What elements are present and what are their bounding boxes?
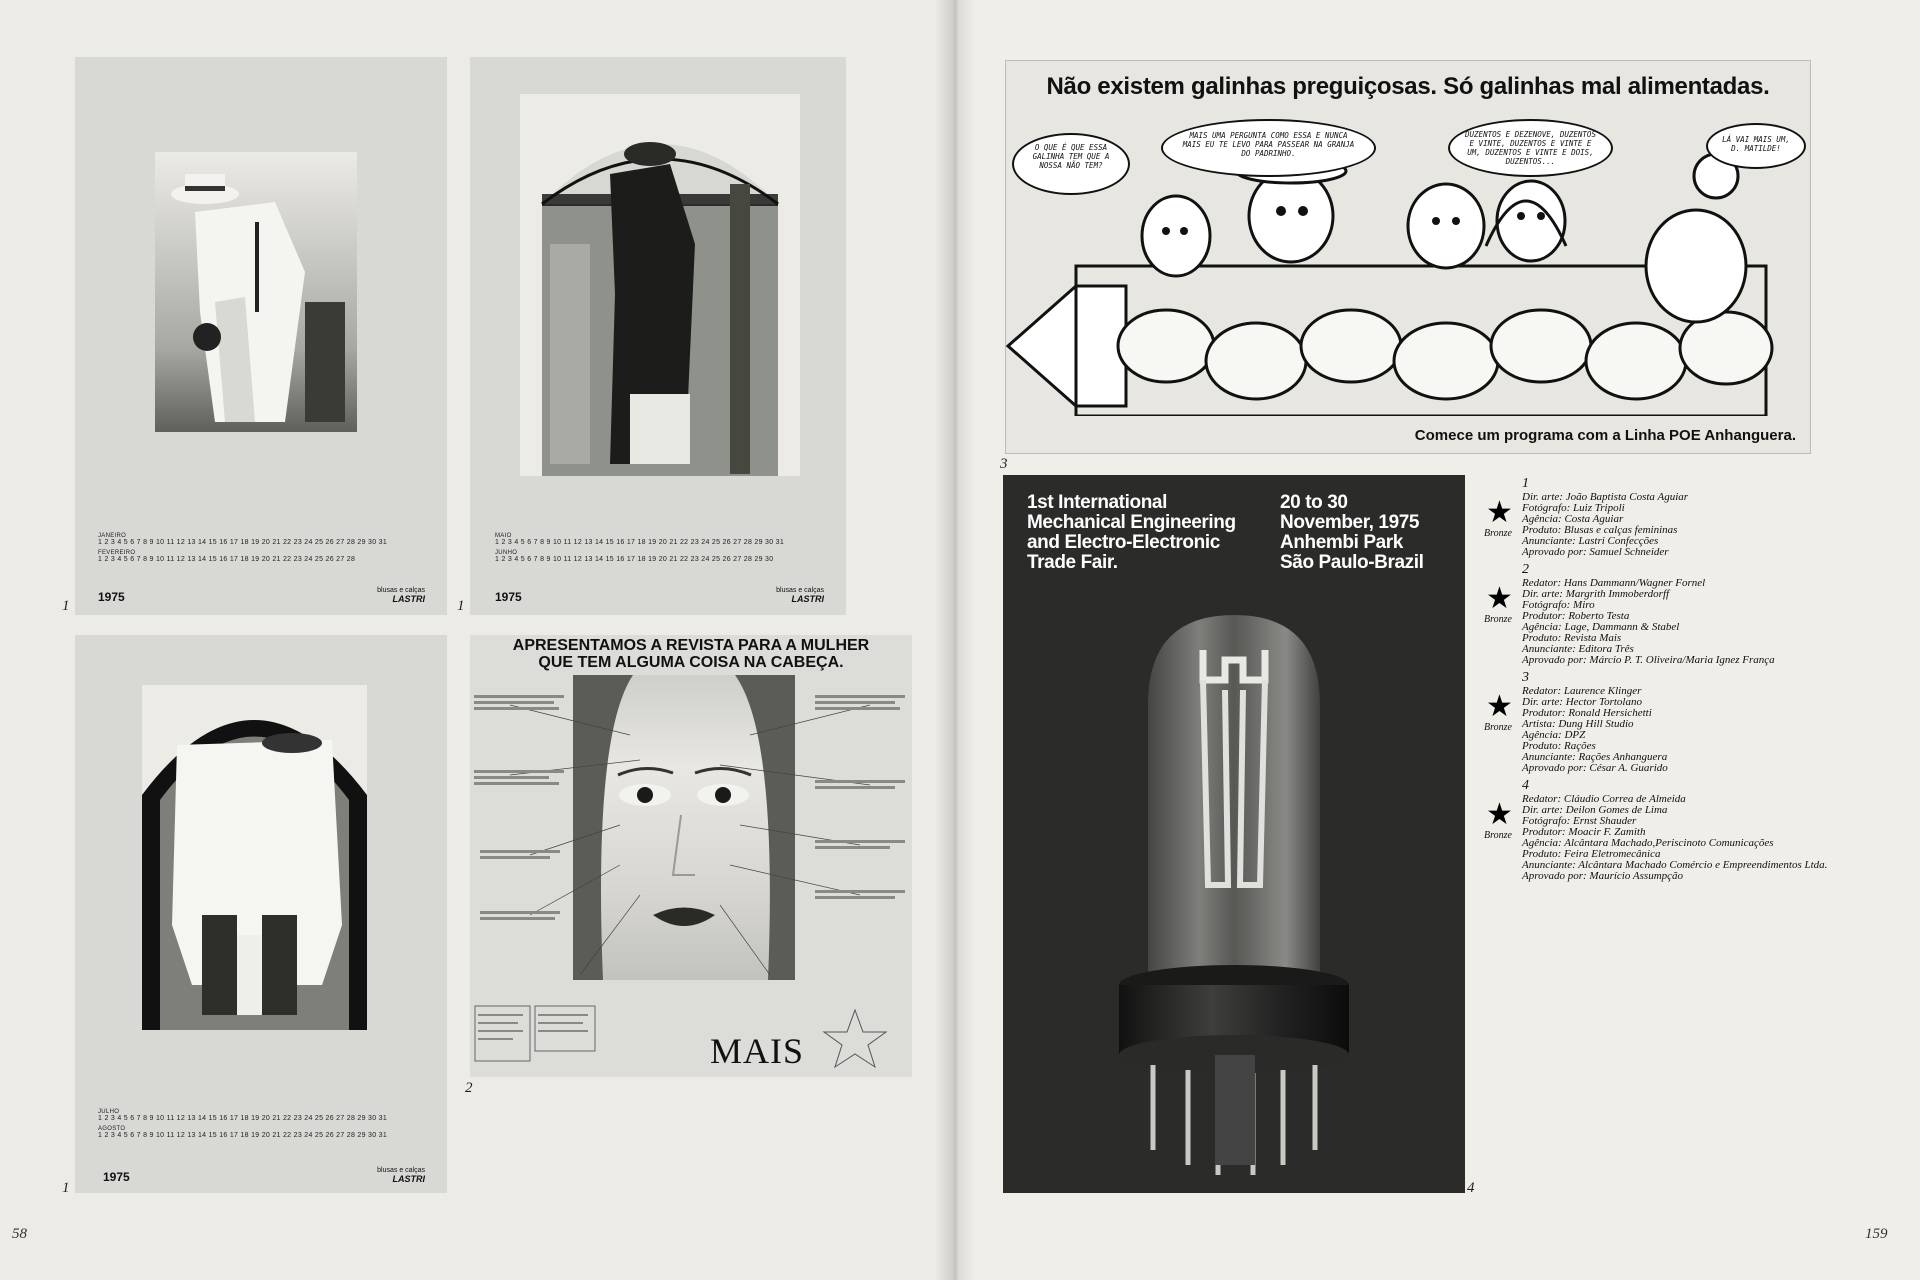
vacuum-tube-illustration xyxy=(1003,585,1465,1193)
comic-headline: Não existem galinhas preguiçosas. Só galinhas mal alimentadas. xyxy=(1046,73,1770,100)
comic-footer-slogan: Comece um programa com a Linha POE Anhanguera. xyxy=(1414,427,1796,444)
lastri-brand xyxy=(377,1167,425,1185)
calendar-month-label: JUNHO xyxy=(495,550,518,556)
credit-line: Produto: Blusas e calças femininas xyxy=(1522,524,1678,536)
mais-magazine-ad xyxy=(470,635,912,1077)
credit-line: Produto: Rações xyxy=(1522,740,1596,752)
star-award-icon: ★ xyxy=(1486,582,1513,615)
credit-line: Anunciante: Lastri Confecções xyxy=(1522,535,1659,547)
credit-entry xyxy=(1484,670,1894,774)
credit-line: Produtor: Ronald Hersichetti xyxy=(1522,707,1652,719)
right-page-number: 159 xyxy=(1865,1226,1888,1242)
calendar-days: 1 2 3 4 5 6 7 8 9 10 11 12 13 14 15 16 17 18 19 20 21 22 23 24 25 26 27 28 xyxy=(98,556,356,563)
credit-line: Agência: Alcântara Machado,Periscinoto Comunicações xyxy=(1522,837,1774,849)
calendar-month-label: JANEIRO xyxy=(98,533,127,539)
left-page-number: 58 xyxy=(12,1226,27,1242)
brand-name: LASTRI xyxy=(791,594,824,604)
award-label: Bronze xyxy=(1484,614,1512,625)
calendar-month-label: AGOSTO xyxy=(98,1126,126,1132)
poster-title-line: and Electro-Electronic xyxy=(1027,532,1220,553)
calendar-month-label: FEVEREIRO xyxy=(98,550,136,556)
mais-headline xyxy=(470,637,912,671)
mais-headline-line: QUE TEM ALGUMA COISA NA CABEÇA. xyxy=(538,654,844,671)
mais-annotation-lines xyxy=(470,675,912,1015)
credit-number: 4 xyxy=(1522,778,1529,793)
item-number: 1 xyxy=(457,598,465,614)
credit-line: Aprovado por: Márcio P. T. Oliveira/Maria Ignez França xyxy=(1522,654,1775,666)
speech-bubble: MAIS UMA PERGUNTA COMO ESSA E NUNCA MAIS EU TE LEVO PARA PASSEAR NA GRANJA DO PADRINHO. xyxy=(1161,119,1376,177)
credit-line: Fotógrafo: Luiz Tripoli xyxy=(1522,502,1625,514)
brand-tagline: blusas e calças xyxy=(377,587,425,594)
mais-headline-line: APRESENTAMOS A REVISTA PARA A MULHER xyxy=(512,637,870,654)
calendar-days: 1 2 3 4 5 6 7 8 9 10 11 12 13 14 15 16 17 18 19 20 21 22 23 24 25 26 27 28 29 30 31 xyxy=(98,1132,388,1139)
credit-line: Anunciante: Alcântara Machado Comércio e Empreendimentos Ltda. xyxy=(1522,859,1828,871)
speech-bubble: O QUE É QUE ESSA GALINHA TEM QUE A NOSSA NÃO TEM? xyxy=(1012,133,1130,195)
credit-line: Dir. arte: Margrith Immoberdorff xyxy=(1522,588,1670,600)
poster-title-line: Mechanical Engineering xyxy=(1027,512,1236,533)
item-number: 4 xyxy=(1467,1180,1475,1196)
credit-line: Aprovado por: César A. Guarido xyxy=(1522,762,1668,774)
poster-title-line: 1st International xyxy=(1027,492,1167,513)
credit-number: 3 xyxy=(1522,670,1529,685)
calendar-month-label: MAIO xyxy=(495,533,512,539)
poster-date-line: 20 to 30 xyxy=(1280,492,1348,513)
calendar-year: 1975 xyxy=(98,590,125,604)
lastri-brand xyxy=(776,587,824,605)
calendar-days: 1 2 3 4 5 6 7 8 9 10 11 12 13 14 15 16 17 18 19 20 21 22 23 24 25 26 27 28 29 30 xyxy=(495,556,774,563)
poster-date-line: São Paulo-Brazil xyxy=(1280,552,1424,573)
credit-line: Dir. arte: João Baptista Costa Aguiar xyxy=(1522,491,1689,503)
item-number: 2 xyxy=(465,1080,473,1096)
calendar-year: 1975 xyxy=(495,590,522,604)
credit-line: Redator: Hans Dammann/Wagner Fornel xyxy=(1522,577,1706,589)
calendar-panel-3 xyxy=(75,635,447,1193)
credit-line: Agência: DPZ xyxy=(1522,729,1586,741)
brand-name: LASTRI xyxy=(392,594,425,604)
credit-number: 2 xyxy=(1522,562,1529,577)
poster-dates xyxy=(1280,493,1424,573)
award-label: Bronze xyxy=(1484,722,1512,733)
item-number: 1 xyxy=(62,598,70,614)
item-number: 3 xyxy=(1000,456,1008,472)
calendar-photo-woman-arch xyxy=(520,94,800,476)
credit-entry xyxy=(1484,476,1894,558)
credit-number: 1 xyxy=(1522,476,1529,491)
credit-entry xyxy=(1484,562,1894,666)
calendar-days: 1 2 3 4 5 6 7 8 9 10 11 12 13 14 15 16 17 18 19 20 21 22 23 24 25 26 27 28 29 30 31 xyxy=(495,539,785,546)
credit-line: Dir. arte: Hector Tortolano xyxy=(1522,696,1642,708)
poster-title-line: Trade Fair. xyxy=(1027,552,1118,573)
star-award-icon: ★ xyxy=(1486,798,1513,831)
calendar-days: 1 2 3 4 5 6 7 8 9 10 11 12 13 14 15 16 17 18 19 20 21 22 23 24 25 26 27 28 29 30 31 xyxy=(98,1115,388,1122)
poster-date-line: November, 1975 xyxy=(1280,512,1420,533)
brand-name: LASTRI xyxy=(392,1174,425,1184)
credit-line: Anunciante: Editora Três xyxy=(1522,643,1634,655)
calendar-year: 1975 xyxy=(103,1170,130,1184)
item-number: 1 xyxy=(62,1180,70,1196)
credit-line: Produto: Feira Eletromecânica xyxy=(1522,848,1661,860)
credit-line: Produto: Revista Mais xyxy=(1522,632,1622,644)
credit-line: Produtor: Moacir F. Zamith xyxy=(1522,826,1646,838)
trade-fair-poster xyxy=(1003,475,1465,1193)
comic-hens-ad xyxy=(1005,60,1811,454)
credit-entry xyxy=(1484,778,1894,882)
mais-footer-text xyxy=(470,1000,912,1070)
mais-logo: MAIS xyxy=(710,1031,805,1071)
credits-list xyxy=(1484,476,1894,886)
poster-title xyxy=(1027,493,1236,573)
book-gutter xyxy=(935,0,975,1280)
credit-line: Aprovado por: Maurício Assumpção xyxy=(1522,870,1684,882)
calendar-month-label: JULHO xyxy=(98,1109,120,1115)
calendar-panel-1 xyxy=(75,57,447,615)
credit-line: Redator: Cláudio Correa de Almeida xyxy=(1522,793,1686,805)
star-award-icon: ★ xyxy=(1486,690,1513,723)
speech-bubble: DUZENTOS E DEZENOVE, DUZENTOS E VINTE, DUZENTOS E VINTE E UM, DUZENTOS E VINTE E DOIS, DUZENTOS... xyxy=(1448,119,1613,177)
credit-line: Redator: Laurence Klinger xyxy=(1522,685,1642,697)
lastri-brand xyxy=(377,587,425,605)
star-award-icon: ★ xyxy=(1486,496,1513,529)
credit-line: Agência: Lage, Dammann & Stabel xyxy=(1522,621,1680,633)
credit-line: Aprovado por: Samuel Schneider xyxy=(1522,546,1669,558)
credit-line: Produtor: Roberto Testa xyxy=(1522,610,1630,622)
credit-line: Fotógrafo: Miro xyxy=(1522,599,1595,611)
credit-line: Dir. arte: Deilon Gomes de Lima xyxy=(1522,804,1668,816)
calendar-photo-man-hat xyxy=(155,152,357,432)
speech-bubble: LÁ VAI MAIS UM, D. MATILDE! xyxy=(1706,123,1806,169)
calendar-days: 1 2 3 4 5 6 7 8 9 10 11 12 13 14 15 16 17 18 19 20 21 22 23 24 25 26 27 28 29 30 31 xyxy=(98,539,388,546)
credit-line: Fotógrafo: Ernst Shauder xyxy=(1522,815,1637,827)
award-label: Bronze xyxy=(1484,528,1512,539)
credit-line: Agência: Costa Aguiar xyxy=(1522,513,1624,525)
credit-line: Anunciante: Rações Anhanguera xyxy=(1522,751,1668,763)
brand-tagline: blusas e calças xyxy=(776,587,824,594)
award-label: Bronze xyxy=(1484,830,1512,841)
credit-line: Artista: Dung Hill Studio xyxy=(1522,718,1634,730)
calendar-panel-2 xyxy=(470,57,846,615)
poster-date-line: Anhembi Park xyxy=(1280,532,1403,553)
brand-tagline: blusas e calças xyxy=(377,1167,425,1174)
calendar-photo-arch-figure xyxy=(142,685,367,1030)
